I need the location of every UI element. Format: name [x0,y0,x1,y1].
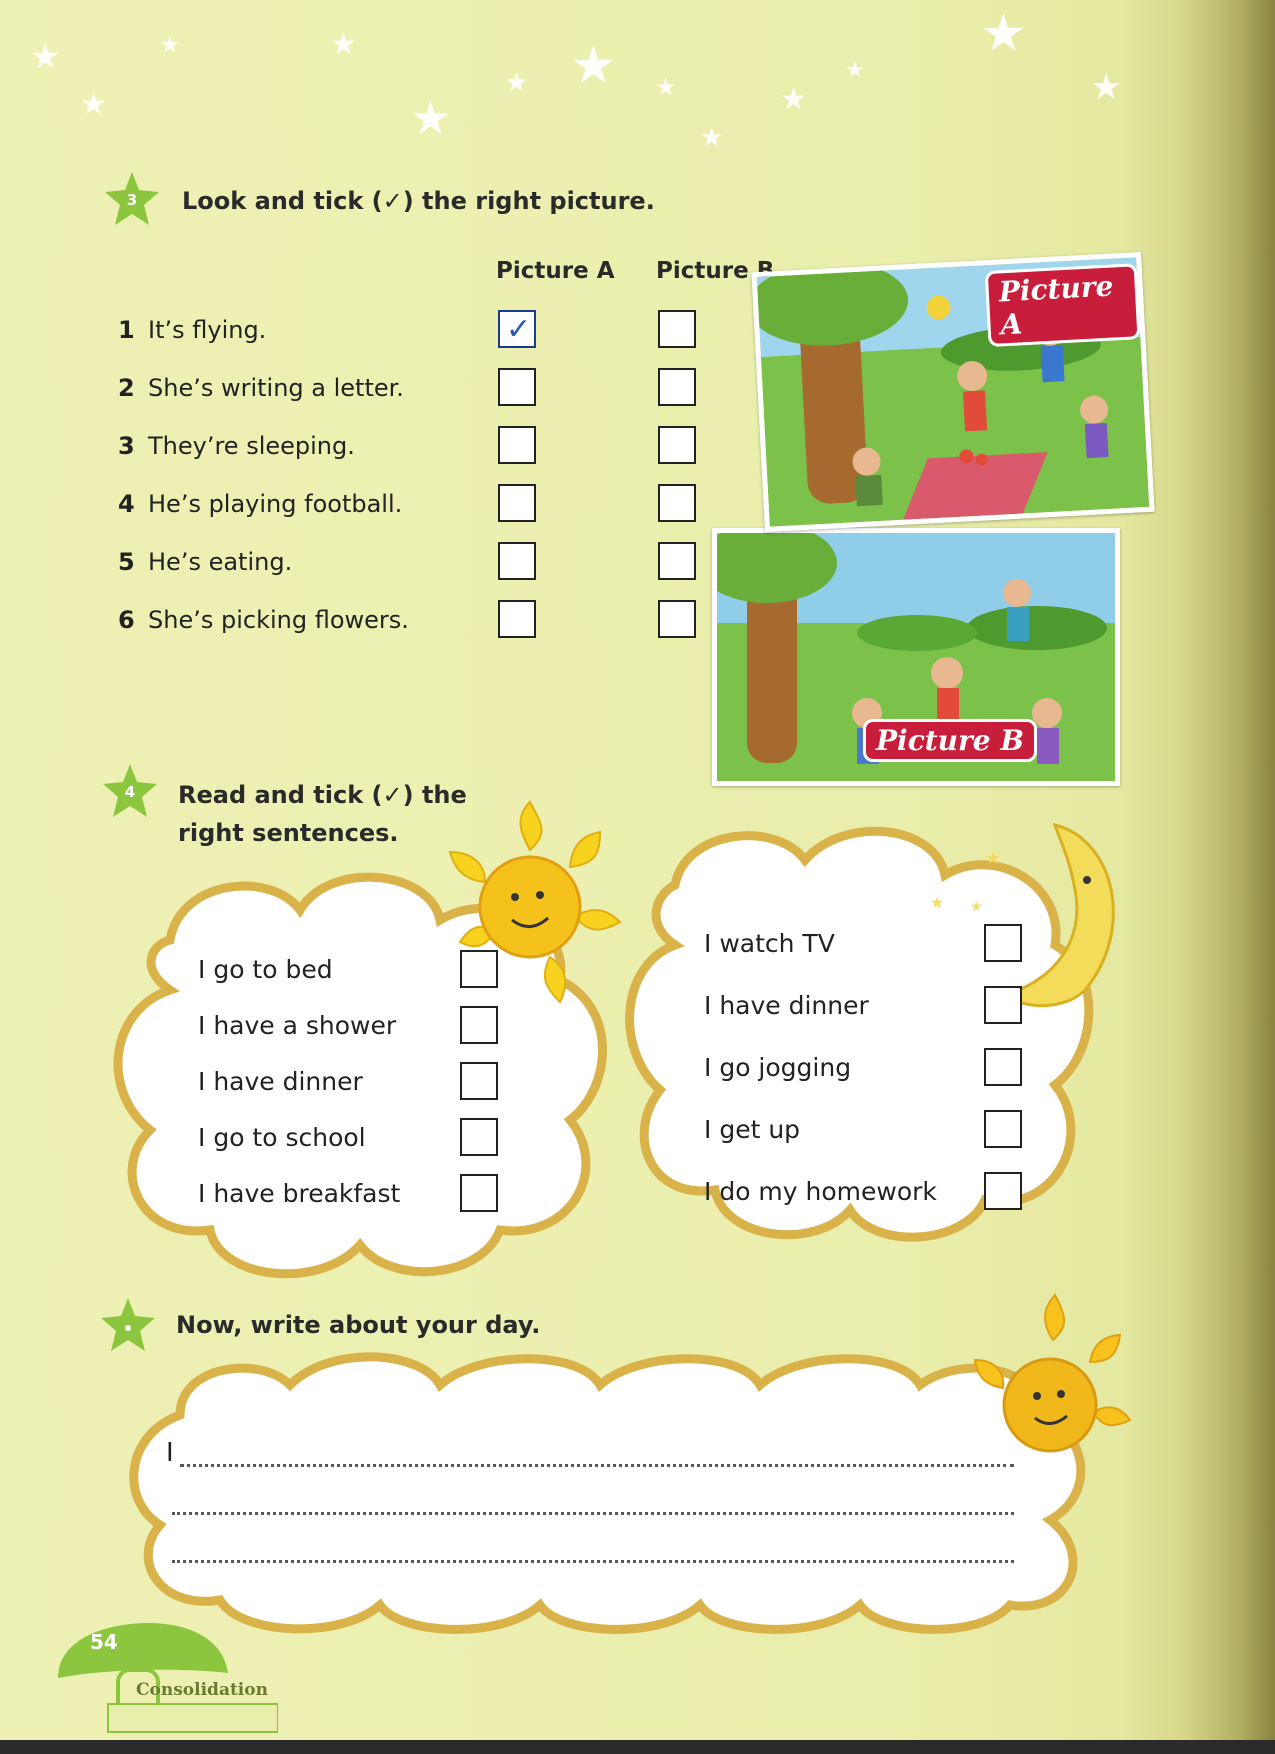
page-number: 54 [90,1630,118,1654]
night-sentence: I do my homework [704,1177,937,1206]
checkbox-day-4[interactable] [460,1118,498,1156]
checkbox-item-3-picture-b[interactable] [658,426,696,464]
star-icon: ★ [570,36,617,96]
star-icon: ★ [30,37,61,77]
writing-line-1[interactable] [180,1464,1014,1467]
item-number: 6 [118,606,135,634]
night-sentence: I have dinner [704,991,869,1020]
moon-icon [1005,820,1135,1010]
checkbox-item-6-picture-a[interactable] [498,600,536,638]
checkbox-item-3-picture-a[interactable] [498,426,536,464]
star-icon: ★ [970,899,983,915]
checkmark-icon: ✓ [506,312,532,347]
list-item [118,310,266,350]
item-text: They’re sleeping. [148,432,355,460]
star-icon: ★ [780,82,807,117]
list-item [118,426,355,466]
star-icon: ★ [330,27,357,62]
mushroom-footer-icon [48,1618,278,1738]
checkbox-day-2[interactable] [460,1006,498,1044]
item-number: 1 [118,316,135,344]
day-sentence: I have a shower [198,1011,397,1040]
exercise-3-badge [102,170,162,230]
star-icon: ★ [980,4,1027,64]
night-sentence: I watch TV [704,929,835,958]
item-text: She’s writing a letter. [148,374,404,402]
exercise-4-instruction-line1: Read and tick (✓) the [178,781,467,809]
checkbox-night-2[interactable] [984,986,1022,1024]
checkbox-night-1[interactable] [984,924,1022,962]
sun-icon [955,1290,1135,1490]
checkbox-day-5[interactable] [460,1174,498,1212]
writing-line-2[interactable] [172,1512,1014,1515]
column-header-picture-b: Picture B [656,258,775,284]
item-number: 5 [118,548,135,576]
writing-line-3[interactable] [172,1560,1014,1563]
star-icon: ★ [1090,67,1123,108]
checkbox-item-1-picture-a[interactable] [498,310,536,348]
checkbox-item-2-picture-a[interactable] [498,368,536,406]
list-item [118,600,409,640]
writing-cloud-shape [120,1345,1100,1635]
star-icon: ★ [410,91,452,145]
day-sentence: I go to school [198,1123,366,1152]
star-icon: ★ [700,123,724,153]
day-sentence: I have breakfast [198,1179,401,1208]
item-text: He’s eating. [148,548,293,576]
star-icon: ★ [985,848,1002,869]
checkbox-night-3[interactable] [984,1048,1022,1086]
checkbox-item-4-picture-a[interactable] [498,484,536,522]
item-text: He’s playing football. [148,490,403,518]
exercise-4-badge [100,762,160,822]
checkbox-night-5[interactable] [984,1172,1022,1210]
picture-a-illustration [751,252,1154,532]
star-icon: ★ [80,87,107,122]
column-header-picture-a: Picture A [496,258,615,284]
list-item [118,542,292,582]
exercise-number: 3 [126,191,138,209]
star-icon: ★ [160,33,180,58]
item-text: She’s picking flowers. [148,606,409,634]
exercise-4-instruction-line2: right sentences. [178,819,399,847]
exercise-3-instruction: Look and tick (✓) the right picture. [182,187,655,215]
picture-b-illustration [712,528,1120,786]
item-number: 4 [118,490,135,518]
scan-edge [0,1740,1275,1754]
star-icon: ★ [845,58,865,83]
picture-a-label: Picture A [985,263,1141,347]
section-label: Consolidation [136,1680,268,1700]
star-icon: ★ [930,893,945,912]
star-icon: ★ [655,73,677,101]
checkbox-item-5-picture-a[interactable] [498,542,536,580]
star-icon: ★ [505,68,529,98]
book-gutter-shadow [1185,0,1275,1754]
checkbox-item-6-picture-b[interactable] [658,600,696,638]
day-sentence: I go to bed [198,955,333,984]
day-sentence: I have dinner [198,1067,363,1096]
list-item [118,368,404,408]
item-text: It’s flying. [148,316,267,344]
exercise-number: 4 [124,783,136,801]
exercise-5-instruction: Now, write about your day. [176,1311,541,1339]
checkbox-item-4-picture-b[interactable] [658,484,696,522]
item-number: 2 [118,374,135,402]
checkbox-item-1-picture-b[interactable] [658,310,696,348]
checkbox-item-5-picture-b[interactable] [658,542,696,580]
item-number: 3 [118,432,135,460]
checkbox-day-1[interactable] [460,950,498,988]
picture-b-label: Picture B [863,719,1037,762]
writing-start-letter: I [166,1438,174,1468]
night-sentence: I go jogging [704,1053,852,1082]
checkbox-item-2-picture-b[interactable] [658,368,696,406]
checkbox-day-3[interactable] [460,1062,498,1100]
night-sentence: I get up [704,1115,801,1144]
checkbox-night-4[interactable] [984,1110,1022,1148]
list-item [118,484,402,524]
